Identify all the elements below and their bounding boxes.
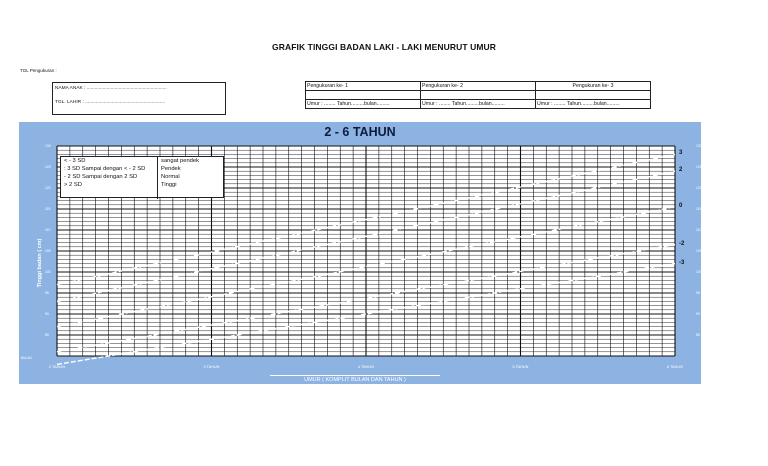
y-tick-label: 130 <box>45 144 51 148</box>
sd-label-5: -3 <box>679 259 685 266</box>
age-label-3: 4 TAHUN <box>358 365 374 369</box>
sd-label-2: 2 <box>679 167 683 174</box>
y-tick-label: 120 <box>45 186 51 190</box>
age-label-1: 2 TAHUN <box>49 365 65 369</box>
measurement-umur-3[interactable]: Umur : ........ Tahun.........bulan......... <box>536 100 651 109</box>
y-tick-label: 100 <box>696 270 702 274</box>
sd-label-3: 0 <box>679 202 683 209</box>
y-tick-label: 90 <box>696 312 700 316</box>
bulan-label: BULAN <box>21 356 32 360</box>
x-axis-label: UMUR ( KOMPLIT BULAN DAN TAHUN ) <box>270 375 440 383</box>
legend-range-1: < - 3 SD <box>64 158 86 164</box>
sd-label-4: -2 <box>679 240 685 247</box>
y-tick-label: 115 <box>45 207 51 211</box>
measurement-header-1: Pengukuran ke- 1 <box>306 82 421 91</box>
legend-category-2: Pendek <box>161 166 181 172</box>
legend-range-2: : 3 SD Sampai dengan < - 2 SD <box>64 166 146 172</box>
y-axis-label: Tinggi badan ( cm) <box>37 238 43 288</box>
y-tick-label: 125 <box>696 165 702 169</box>
height-chart <box>19 122 701 384</box>
measurement-header-3: Pengukuran ke- 3 <box>536 82 651 91</box>
y-tick-label: 100 <box>45 270 51 274</box>
nama-anak-field[interactable]: NAMA ANAK : ............................................................ <box>55 86 167 91</box>
y-tick-label: 85 <box>45 333 49 337</box>
chart-title: 2 - 6 TAHUN <box>324 125 396 139</box>
y-tick-label: 90 <box>45 312 49 316</box>
legend-category-4: Tinggi <box>161 182 177 188</box>
measurement-umur-1[interactable]: Umur : ........ Tahun.........bulan......... <box>306 100 421 109</box>
y-tick-label: 130 <box>696 144 702 148</box>
y-tick-label: 105 <box>45 249 51 253</box>
legend-range-4: > 2 SD <box>64 182 82 188</box>
legend-divider <box>157 157 158 199</box>
y-tick-label: 95 <box>45 291 49 295</box>
measurement-empty-1[interactable] <box>306 91 421 100</box>
measurement-header-2: Pengukuran ke- 2 <box>421 82 536 91</box>
y-tick-label: 110 <box>45 228 51 232</box>
document-title: GRAFIK TINGGI BADAN LAKI - LAKI MENURUT UMUR <box>272 42 496 52</box>
y-tick-label: 110 <box>696 228 702 232</box>
tgl-lahir-field[interactable]: TGL. LAHIR : ............................................................ <box>55 100 166 105</box>
y-tick-label: 105 <box>696 249 702 253</box>
identity-box <box>52 82 226 115</box>
y-tick-label: 95 <box>696 291 700 295</box>
measurement-table <box>305 81 651 109</box>
age-label-5: 6 TAHUN <box>667 365 683 369</box>
legend-category-1: sangat pendek <box>161 158 200 164</box>
sd-label-1: 3 <box>679 150 683 157</box>
legend-range-3: - 2 SD Sampai dengan 2 SD <box>64 174 138 180</box>
legend-box <box>60 156 224 198</box>
legend-category-3: Normal <box>161 174 180 180</box>
measurement-empty-3[interactable] <box>536 91 651 100</box>
measurement-empty-2[interactable] <box>421 91 536 100</box>
y-tick-label: 85 <box>696 333 700 337</box>
y-tick-label: 125 <box>45 165 51 169</box>
tgl-pengukuran-label: TGL Pengukuran : <box>20 68 57 73</box>
y-tick-label: 120 <box>696 186 702 190</box>
age-label-2: 3 TAHUN <box>203 365 220 369</box>
measurement-umur-2[interactable]: Umur : ........ Tahun.........bulan......... <box>421 100 536 109</box>
age-label-4: 5 TAHUN <box>512 365 529 369</box>
y-tick-label: 115 <box>696 207 702 211</box>
